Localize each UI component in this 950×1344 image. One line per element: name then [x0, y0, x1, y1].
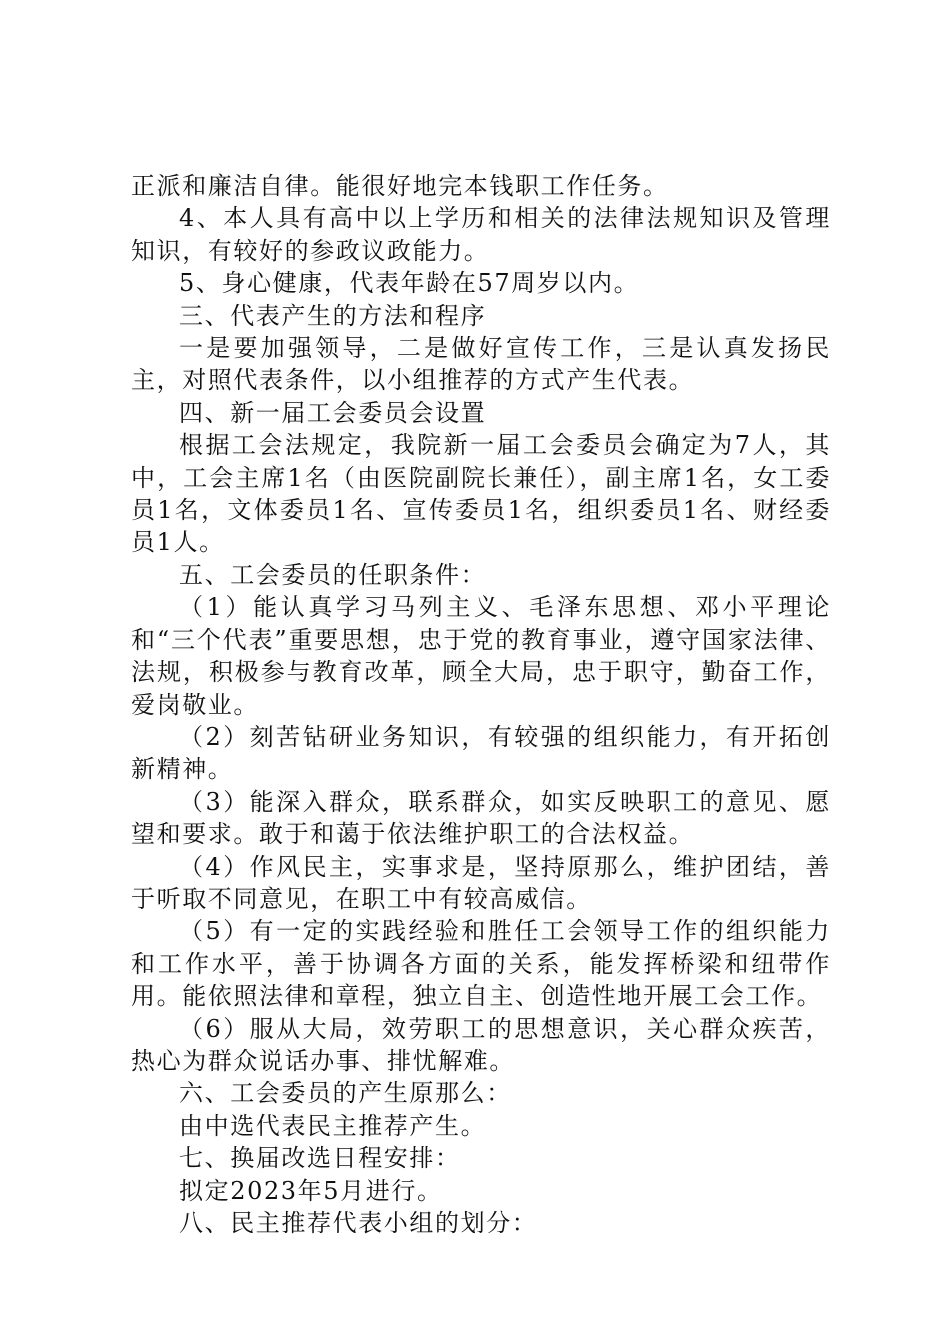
list-item: （1）能认真学习马列主义、毛泽东思想、邓小平理论和“三个代表”重要思想，忠于党的教育事业，遵守国家法律、法规，积极参与教育改革，顾全大局，忠于职守，勤奋工作，爱岗敬业。: [131, 593, 831, 719]
paragraph: 拟定2023年5月进行。: [179, 1176, 443, 1205]
paragraph: 根据工会法规定，我院新一届工会委员会确定为7人，其中，工会主席1名（由医院副院长兼任），副主席1名，女工委员1名，文体委员1名、宣传委员1名，组织委员1名、财经委员1人。: [131, 431, 831, 557]
section-heading: 八、民主推荐代表小组的划分：: [179, 1209, 538, 1237]
section-heading: 四、新一届工会委员会设置: [179, 398, 487, 427]
list-item: （4）作风民主，实事求是，坚持原那么，维护团结，善于听取不同意见，在职工中有较高威信。: [131, 852, 831, 913]
paragraph: 5、身心健康，代表年龄在57周岁以内。: [179, 269, 640, 298]
paragraph: 4、本人具有高中以上学历和相关的法律法规知识及管理知识，有较好的参政议政能力。: [131, 204, 831, 265]
section-heading: 五、工会委员的任职条件：: [179, 560, 487, 589]
section-heading: 七、换届改选日程安排：: [179, 1144, 461, 1173]
section-heading: 六、工会委员的产生原那么：: [179, 1079, 512, 1108]
document-body: [131, 170, 831, 1239]
paragraph: 由中选代表民主推荐产生。: [179, 1111, 487, 1140]
list-item: （2）刻苦钻研业务知识，有较强的组织能力，有开拓创新精神。: [131, 722, 831, 784]
paragraph: 一是要加强领导，二是做好宣传工作，三是认真发扬民主，对照代表条件，以小组推荐的方式产生代表。: [131, 334, 831, 395]
section-heading: 三、代表产生的方法和程序: [179, 301, 487, 330]
list-item: （3）能深入群众，联系群众，如实反映职工的意见、愿望和要求。敢于和蔼于依法维护职工的合法权益。: [131, 787, 831, 849]
paragraph: 正派和廉洁自律。能很好地完本钱职工作任务。: [131, 172, 669, 200]
list-item: （6）服从大局，效劳职工的思想意识，关心群众疾苦，热心为群众说话办事、排忧解难。: [131, 1014, 831, 1075]
list-item: （5）有一定的实践经验和胜任工会领导工作的组织能力和工作水平，善于协调各方面的关系，能发挥桥梁和纽带作用。能依照法律和章程，独立自主、创造性地开展工会工作。: [131, 917, 831, 1011]
